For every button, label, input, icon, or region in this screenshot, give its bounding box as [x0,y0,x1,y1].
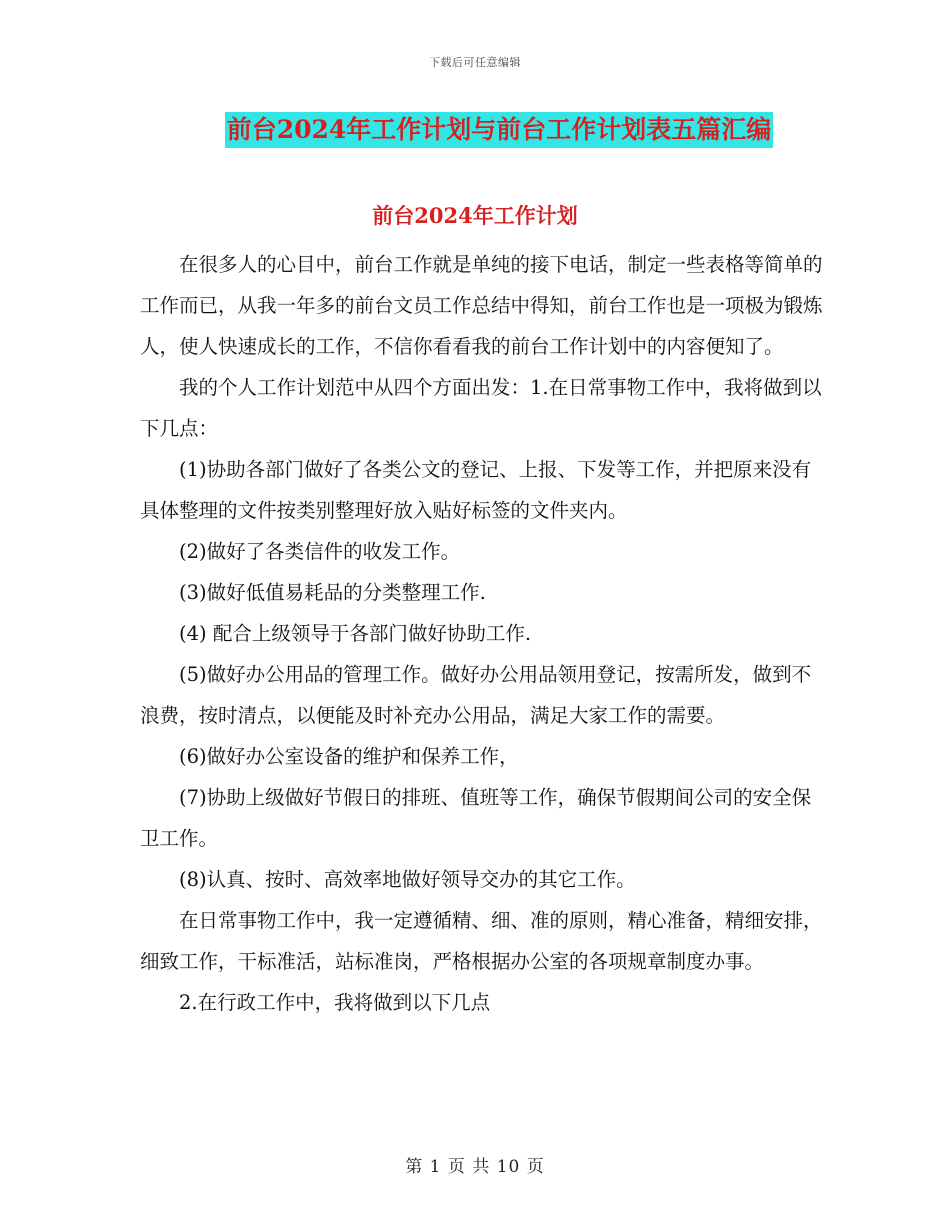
paragraph: (3)做好低值易耗品的分类整理工作. [179,581,486,604]
paragraph: (2)做好了各类信件的收发工作。 [179,540,461,563]
paragraph: (6)做好办公室设备的维护和保养工作， [179,745,519,768]
paragraph: (8)认真、按时、高效率地做好领导交办的其它工作。 [179,868,636,891]
paragraph: 我的个人工作计划范中从四个方面出发：1.在日常事物工作中，我将做到以下几点： [140,376,822,440]
paragraph: 在日常事物工作中，我一定遵循精、细、准的原则，精心准备，精细安排，细致工作，干标准活，站标准岗，严格根据办公室的各项规章制度办事。 [140,909,823,973]
page-footer: 第 1 页 共 10 页 [405,1157,545,1177]
paragraph: 在很多人的心目中，前台工作就是单纯的接下电话，制定一些表格等简单的工作而已，从我一年多的前台文员工作总结中得知，前台工作也是一项极为锻炼人，使人快速成长的工作，不信你看看我的前台工作计划中的内容便知了。 [140,253,823,358]
section-title: 前台2024年工作计划 [372,203,578,228]
document-body [140,244,830,1023]
paragraph: (1)协助各部门做好了各类公文的登记、上报、下发等工作，并把原来没有具体整理的文件按类别整理好放入贴好标签的文件夹内。 [140,458,812,522]
document-title-container [0,112,950,148]
header-note: 下载后可任意编辑 [429,56,521,69]
document-title: 前台2024年工作计划与前台工作计划表五篇汇编 [225,112,774,148]
paragraph: (5)做好办公用品的管理工作。做好办公用品领用登记，按需所发，做到不浪费，按时清点，以便能及时补充办公用品，满足大家工作的需要。 [140,663,812,727]
paragraph: (4) 配合上级领导于各部门做好协助工作. [179,622,532,645]
paragraph: (7)协助上级做好节假日的排班、值班等工作，确保节假期间公司的安全保卫工作。 [140,786,812,850]
paragraph: 2.在行政工作中，我将做到以下几点 [179,991,491,1014]
